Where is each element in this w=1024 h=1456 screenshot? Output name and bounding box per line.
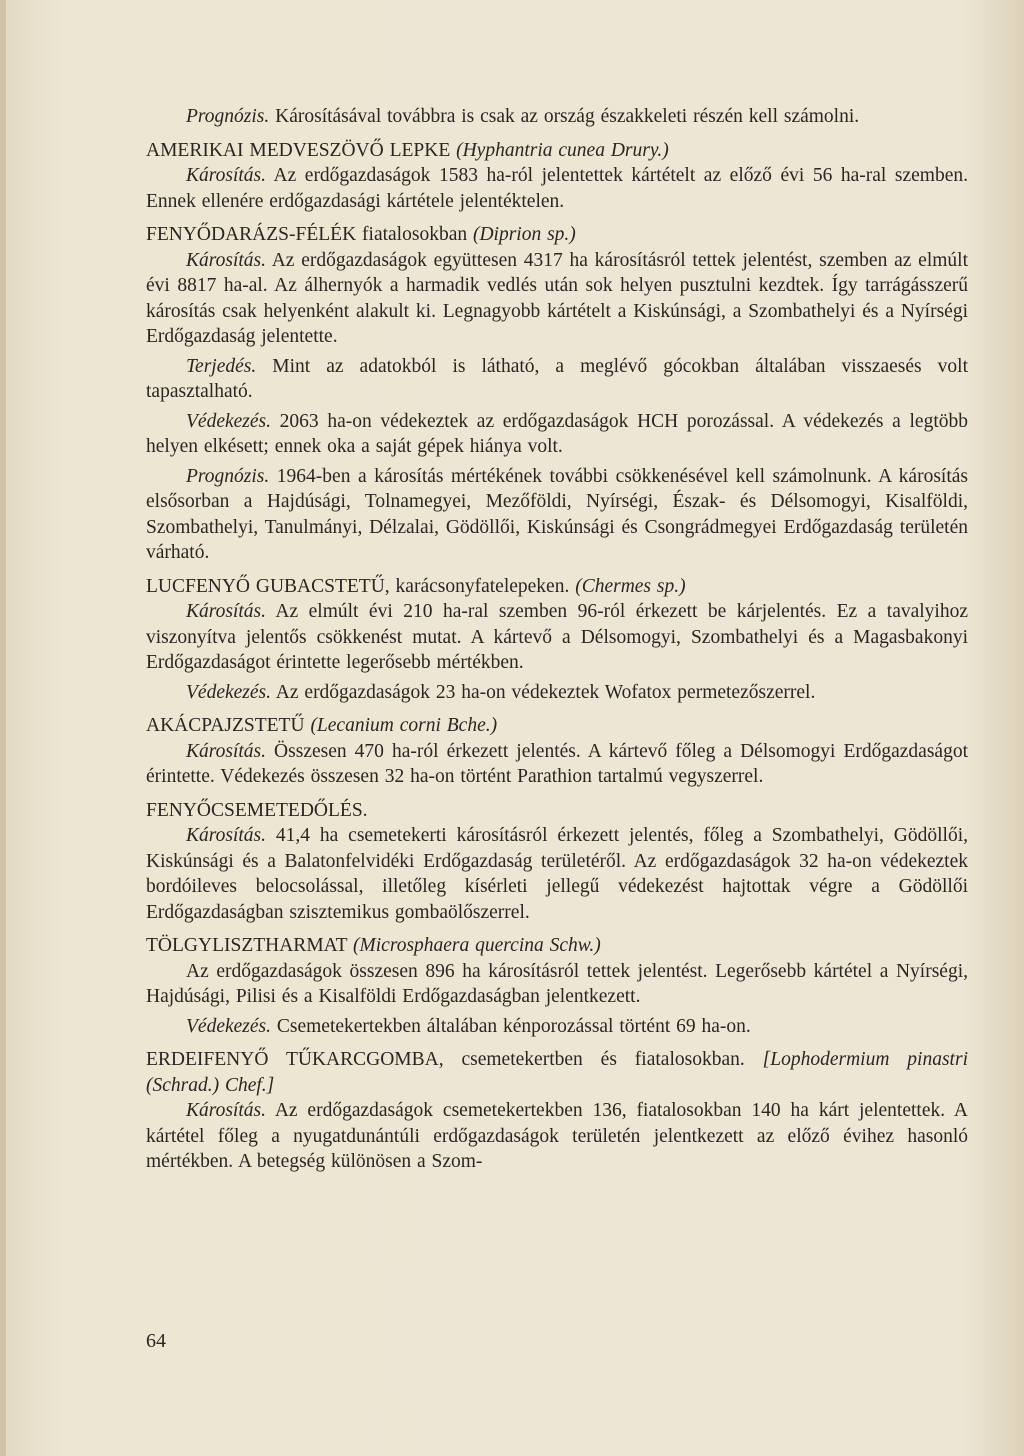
paragraph-karositas-csemete (146, 823, 968, 925)
paragraph-label: Védekezés. (186, 681, 271, 703)
section-title: FENYŐCSEMETEDŐLÉS. (146, 799, 368, 821)
section-title: FENYŐDARÁZS-FÉLÉK fiatalosokban (146, 224, 468, 245)
page-spine-shadow (0, 0, 6, 1456)
paragraph-text: Mint az adatokból is látható, a meglévő gócokban általában visszaesés volt tapasztalható. (146, 355, 968, 402)
paragraph-label: Védekezés. (186, 1015, 271, 1037)
section-title: AKÁCPAJZSTETŰ (146, 715, 305, 736)
paragraph-label: Károsítás. (186, 825, 267, 846)
paragraph-label: Prognózis. (186, 106, 270, 127)
paragraph-text: Az erdőgazdaságok együttesen 4317 ha károsításról tettek jelentést, szemben az elmúlt évi 8817 ha-al. Az álhernyók a harmadik vedlés után sok helyen pusztulni kezdtek. Így tarrágásszerű károsítás csak helyenként alakult ki. Legnagyobb kártételt a Kiskúnsági, a Szombathelyi és a Nyírségi Erdőgazdaság jelentette. (146, 249, 968, 347)
paragraph-label: Károsítás. (186, 740, 267, 762)
paragraph-text: Az elmúlt évi 210 ha-ral szemben 96-ról érkezett be kárjelentés. Ez a tavalyihoz viszonyítva jelentős csökkenést mutat. A kártevő a Délsomogyi, Szombathelyi és a Magasbakonyi Erdőgazdaságot érintette legerősebb mértékben. (146, 601, 968, 673)
paragraph-text: 1964-ben a károsítás mértékének további csökkenésével kell számolnunk. A károsítás elsősorban a Hajdúsági, Tolnamegyei, Mezőföldi, Nyírségi, Észak- és Délsomogyi, Kisalföldi, Szombathelyi, Tanulmányi, Délzalai, Gödöllői, Kiskúnsági és Csongrádmegyei Erdőgazdaság területén várható. (146, 465, 968, 563)
text-column (146, 104, 968, 1175)
section-title: ERDEIFENYŐ TŰKARCGOMBA, csemetekertben és fiatalosokban. (146, 1049, 745, 1070)
paragraph-text: Az erdőgazdaságok összesen 896 ha károsításról tettek jelentést. Legerősebb kártétel a Nyírségi, Hajdúsági, Pilisi és a Kisalföldi Erdőgazdaságban jelentkezett. (146, 960, 968, 1007)
paragraph-label: Védekezés. (186, 410, 271, 432)
section-heading-medveszovo (146, 138, 968, 164)
species-name: (Lecanium corni Bche.) (310, 715, 498, 736)
paragraph-text: Az erdőgazdaságok 23 ha-on védekeztek Wofatox permetezőszerrel. (271, 681, 816, 703)
paragraph-karositas-lucfenyo (146, 599, 968, 676)
paragraph-label: Károsítás. (186, 249, 267, 271)
section-title: AMERIKAI MEDVESZÖVŐ LEPKE (146, 139, 451, 161)
section-heading-tukarcgomba (146, 1047, 968, 1098)
paragraph-text: Az erdőgazdaságok csemetekertekben 136, fiatalosokban 140 ha kárt jelentettek. A kártétel főleg a nyugatdunántúli erdőgazdaságok területén jelentkezett az előző évihez hasonló mértékben. A betegség különösen a Szom- (146, 1100, 968, 1172)
paragraph-text: 2063 ha-on védekeztek az erdőgazdaságok HCH porozással. A védekezés a legtöbb helyen elkésett; ennek oka a saját gépek hiánya volt. (146, 410, 968, 457)
section-heading-lucfenyo (146, 574, 968, 600)
species-name: (Hyphantria cunea Drury.) (456, 139, 669, 161)
paragraph-karositas-tukarc (146, 1098, 968, 1175)
section-heading-akacpajzstetu (146, 713, 968, 739)
section-heading-fenyocsemetedoles (146, 798, 968, 824)
paragraph-text: Összesen 470 ha-ról érkezett jelentés. A kártevő főleg a Délsomogyi Erdőgazdaságot érintette. Védekezés összesen 32 ha-on történt Parathion tartalmú vegyszerrel. (146, 740, 968, 787)
paragraph-label: Károsítás. (186, 1100, 267, 1121)
paragraph-karositas-fenyodarazs (146, 248, 968, 350)
species-name: (Chermes sp.) (575, 575, 686, 597)
section-heading-fenyodarazs (146, 222, 968, 248)
species-name: [Lophodermium pinastri (Schrad.) Chef.] (146, 1049, 968, 1096)
species-name: (Microsphaera quercina Schw.) (353, 935, 601, 956)
species-name: (Diprion sp.) (472, 224, 576, 245)
paragraph-text: Csemetekertekben általában kénporozással történt 69 ha-on. (271, 1015, 751, 1037)
paragraph-terjedes (146, 354, 968, 405)
section-title: LUCFENYŐ GUBACSTETŰ, karácsonyfatelepeken. (146, 575, 570, 597)
paragraph-label: Terjedés. (186, 355, 257, 377)
paragraph-label: Prognózis. (186, 465, 270, 487)
paragraph-text: Károsításával továbbra is csak az ország északkeleti részén kell számolni. (269, 106, 860, 127)
paragraph-karositas-medveszovo (146, 163, 968, 214)
section-heading-tolgylisztharmat (146, 933, 968, 959)
paragraph-label: Károsítás. (186, 601, 267, 622)
paragraph-vedekezes-fenyodarazs (146, 409, 968, 460)
paragraph-lisztharmat-report (146, 959, 968, 1010)
paragraph-vedekezes-lisztharmat (146, 1014, 968, 1040)
paragraph-vedekezes-lucfenyo (146, 680, 968, 706)
page-number: 64 (146, 1330, 166, 1352)
paragraph-karositas-akac (146, 739, 968, 790)
paragraph-text: Az erdőgazdaságok 1583 ha-ról jelentettek kártételt az előző évi 56 ha-ral szemben. Ennek ellenére erdőgazdasági kártétele jelentéktelen. (146, 165, 968, 212)
paragraph-label: Károsítás. (186, 165, 267, 186)
paragraph-prognosis-1 (146, 104, 968, 130)
section-title: TÖLGYLISZTHARMAT (146, 935, 348, 956)
paragraph-text: 41,4 ha csemetekerti károsításról érkezett jelentés, főleg a Szombathelyi, Gödöllői, Kiskúnsági és a Balatonfelvidéki Erdőgazdaság területéről. Az erdőgazdaságok 32 ha-on védekeztek bordóileves belocsolással, illetőleg kísérleti jellegű védekezést hajtottak végre a Gödöllői Erdőgazdaságban szisztemikus gombaölőszerrel. (146, 825, 968, 923)
paragraph-prognosis-fenyodarazs (146, 464, 968, 566)
